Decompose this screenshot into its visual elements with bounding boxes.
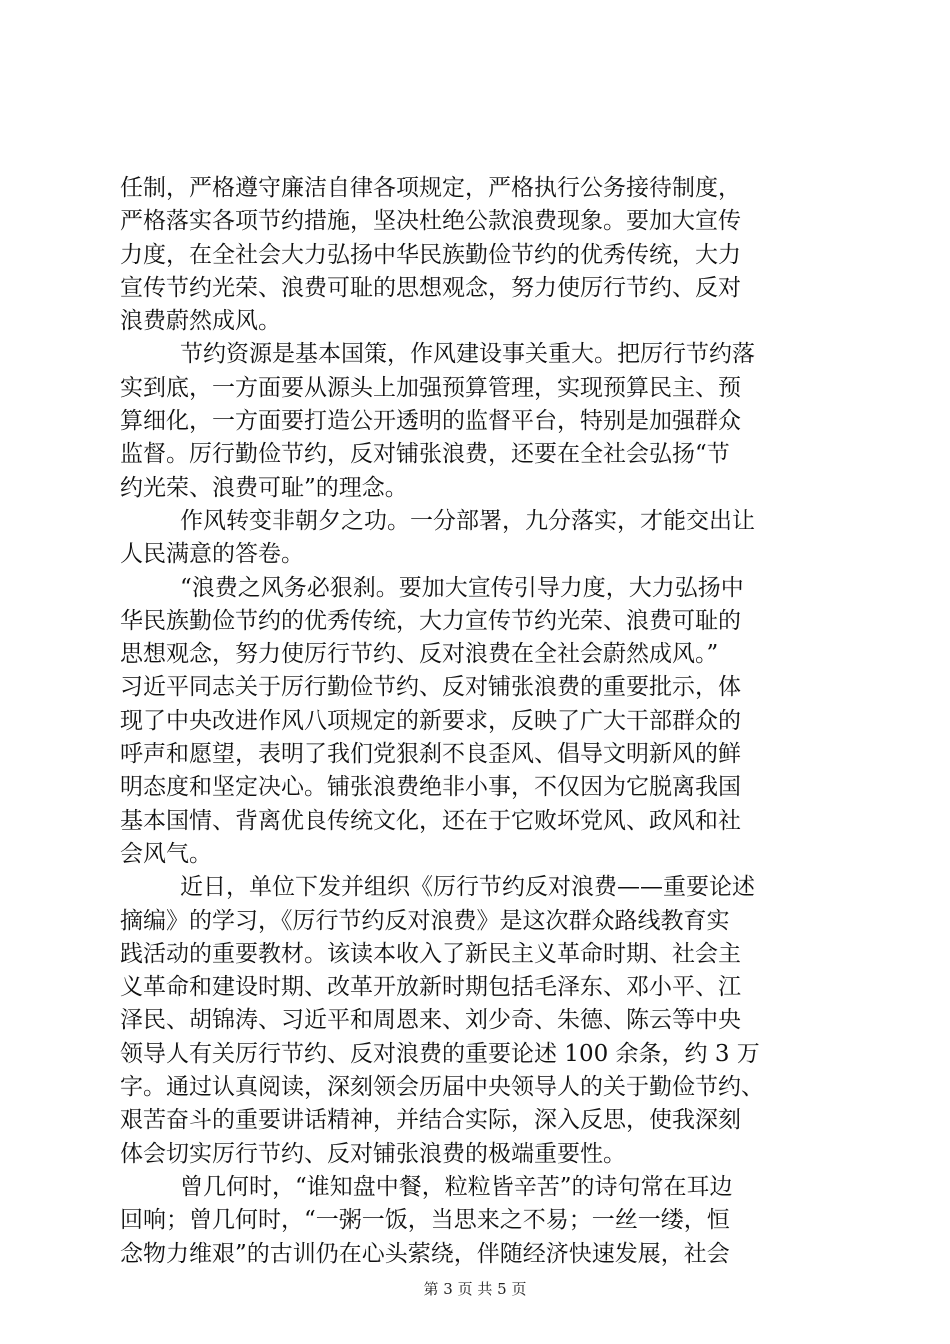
page-footer: 第 3 页 共 5 页 bbox=[423, 1280, 527, 1298]
text-line: 浪费蔚然成风。 bbox=[120, 308, 281, 335]
text-line: 念物力维艰”的古训仍在心头萦绕，伴随经济快速发展，社会 bbox=[120, 1240, 730, 1267]
text-line: 践活动的重要教材。该读本收入了新民主义革命时期、社会主 bbox=[120, 940, 741, 967]
text-line: 明态度和坚定决心。铺张浪费绝非小事，不仅因为它脱离我国 bbox=[120, 774, 741, 801]
text-line: 字。通过认真阅读，深刻领会历届中央领导人的关于勤俭节约、 bbox=[120, 1074, 764, 1101]
text-line: 思想观念，努力使厉行节约、反对浪费在全社会蔚然成风。” bbox=[120, 641, 719, 668]
text-line: 力度，在全社会大力弘扬中华民族勤俭节约的优秀传统，大力 bbox=[120, 241, 741, 268]
text-line: 任制，严格遵守廉洁自律各项规定，严格执行公务接待制度， bbox=[120, 175, 741, 201]
text-line: 华民族勤俭节约的优秀传统，大力宣传节约光荣、浪费可耻的 bbox=[120, 607, 741, 634]
text-line: 监督。厉行勤俭节约，反对铺张浪费，还要在全社会弘扬“节 bbox=[120, 441, 730, 468]
text-line: 艰苦奋斗的重要讲话精神，并结合实际，深入反思，使我深刻 bbox=[120, 1107, 741, 1134]
text-line: 算细化，一方面要打造公开透明的监督平台，特别是加强群众 bbox=[120, 408, 741, 435]
text-line: 回响；曾几何时，“一粥一饭，当思来之不易；一丝一缕，恒 bbox=[120, 1207, 730, 1234]
text-line: 摘编》的学习，《厉行节约反对浪费》是这次群众路线教育实 bbox=[120, 907, 730, 934]
text-line: 宣传节约光荣、浪费可耻的思想观念，努力使厉行节约、反对 bbox=[120, 274, 741, 301]
text-line: 基本国情、背离优良传统文化，还在于它败坏党风、政风和社 bbox=[120, 807, 741, 834]
text-line: 曾几何时，“谁知盘中餐，粒粒皆辛苦”的诗句常在耳边 bbox=[180, 1173, 733, 1200]
text-line: 会风气。 bbox=[120, 840, 212, 867]
text-line: 作风转变非朝夕之功。一分部署，九分落实，才能交出让 bbox=[180, 507, 755, 534]
text-line: 义革命和建设时期、改革开放新时期包括毛泽东、邓小平、江 bbox=[120, 974, 741, 1001]
text-line: 人民满意的答卷。 bbox=[120, 541, 304, 568]
text-line: 泽民、胡锦涛、习近平和周恩来、刘少奇、朱德、陈云等中央 bbox=[120, 1007, 741, 1034]
text-line: 现了中央改进作风八项规定的新要求，反映了广大干部群众的 bbox=[120, 707, 741, 734]
text-line: “浪费之风务必狠刹。要加大宣传引导力度，大力弘扬中 bbox=[180, 574, 744, 601]
text-line: 约光荣、浪费可耻”的理念。 bbox=[120, 474, 408, 501]
text-line: 近日，单位下发并组织《厉行节约反对浪费——重要论述 bbox=[180, 874, 755, 901]
text-line: 严格落实各项节约措施，坚决杜绝公款浪费现象。要加大宣传 bbox=[120, 208, 741, 235]
text-line: 实到底，一方面要从源头上加强预算管理，实现预算民主、预 bbox=[120, 374, 741, 401]
body-text bbox=[120, 172, 840, 1271]
text-line: 习近平同志关于厉行勤俭节约、反对铺张浪费的重要批示，体 bbox=[120, 674, 741, 701]
text-line: 节约资源是基本国策，作风建设事关重大。把厉行节约落 bbox=[180, 341, 755, 368]
text-line: 呼声和愿望，表明了我们党狠刹不良歪风、倡导文明新风的鲜 bbox=[120, 741, 741, 768]
text-line: 体会切实厉行节约、反对铺张浪费的极端重要性。 bbox=[120, 1140, 626, 1167]
text-line: 领导人有关厉行节约、反对浪费的重要论述 100 余条，约 3 万 bbox=[120, 1040, 760, 1067]
